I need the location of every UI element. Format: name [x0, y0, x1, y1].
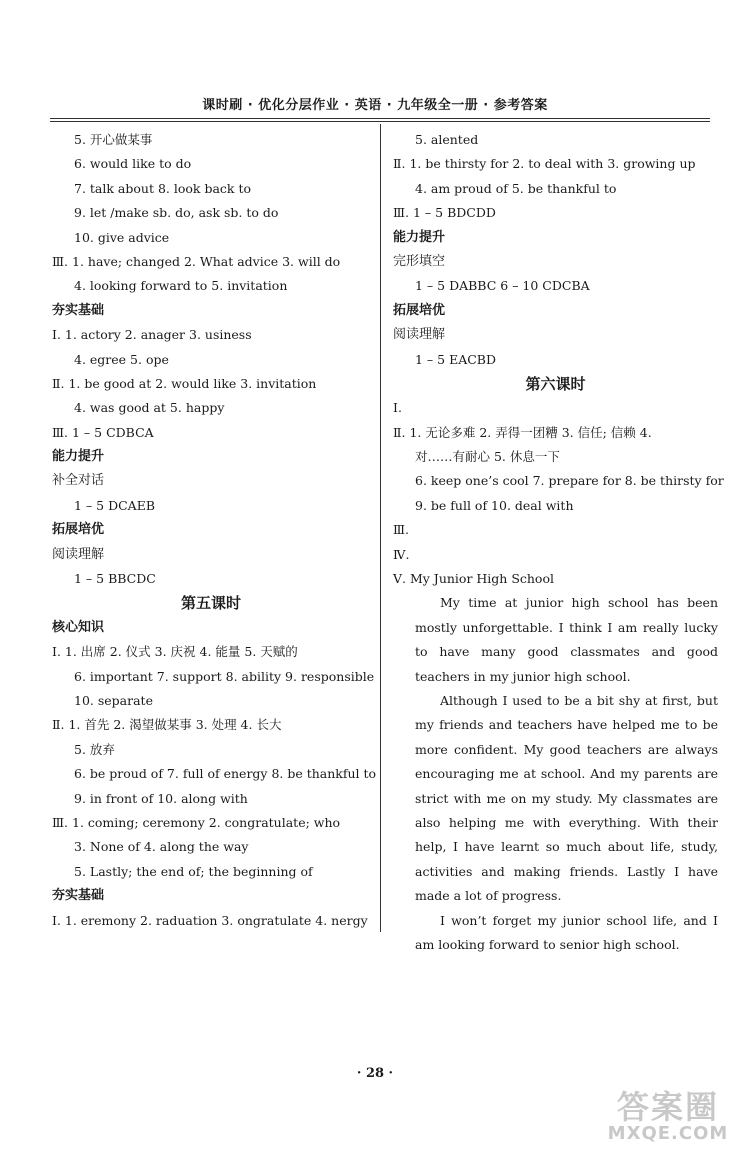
answer-line: 10. give advice [74, 229, 170, 245]
essay-title: Ⅴ. My Junior High School [393, 571, 554, 587]
answer-line: 6. be proud of 7. full of energy 8. be thankful to [74, 766, 377, 782]
section-heading: 拓展培优 [393, 302, 446, 318]
answer-line: 1 – 5 DCAEB [74, 497, 155, 513]
answer-line: 4. looking forward to 5. invitation [74, 278, 288, 294]
essay-paragraph: I won’t forget my junior school life, and I am looking forward to senior high school. [415, 912, 718, 953]
section-heading: 夯实基础 [52, 888, 105, 904]
answer-line: 1 – 5 BBCDC [74, 571, 156, 587]
answer-line: Ⅰ. 1. eremony 2. raduation 3. ongratulate 4. nergy [52, 912, 368, 928]
answer-line: 6. keep one’s cool 7. prepare for 8. be thirsty for [415, 473, 724, 489]
left-column [52, 128, 377, 933]
lesson-title: 第六课时 [525, 374, 586, 393]
answer-line: 10. separate [74, 692, 153, 708]
answer-line: 9. be full of 10. deal with [415, 497, 574, 513]
answer-line: Ⅲ. 1 – 5 BDCDD [393, 205, 496, 221]
answer-line: Ⅳ. [393, 546, 410, 562]
essay-paragraph: My time at junior high school has been mostly unforgettable. I think I am really lucky to have many good classmates and good teachers in my junior high school. [415, 595, 718, 684]
watermark-text-top: 答案圈 [616, 1088, 719, 1126]
answer-line: 3. None of 4. along the way [74, 839, 249, 855]
answer-line: 5. alented [415, 132, 479, 147]
watermark-logo [598, 1090, 738, 1146]
sub-heading: 补全对话 [52, 473, 105, 489]
header-rule-bottom [50, 121, 710, 122]
answer-line: 9. let /make sb. do, ask sb. to do [74, 205, 279, 221]
section-heading: 夯实基础 [52, 302, 105, 318]
answer-line: Ⅱ. 1. 无论多难 2. 弄得一团糟 3. 信任; 信赖 4. [393, 424, 652, 440]
answer-line: 4. am proud of 5. be thankful to [415, 180, 617, 196]
answer-line: Ⅲ. 1 – 5 CDBCA [52, 424, 154, 440]
sub-heading: 阅读理解 [52, 546, 105, 562]
watermark-text-bottom: MXQE.COM [607, 1123, 729, 1144]
essay [393, 591, 718, 957]
answer-line: Ⅲ. [393, 522, 410, 538]
answer-line: 1 – 5 EACBD [415, 351, 496, 367]
page-number: · 28 · [356, 1066, 394, 1081]
lesson-title: 第五课时 [180, 594, 241, 613]
header-rule-top [50, 118, 710, 119]
sub-heading: 完形填空 [393, 253, 446, 269]
answer-line: Ⅱ. 1. 首先 2. 渴望做某事 3. 处理 4. 长大 [52, 717, 282, 733]
answer-line: Ⅲ. 1. coming; ceremony 2. congratulate; who [52, 814, 341, 830]
answer-line: 对……有耐心 5. 休息一下 [415, 449, 560, 465]
essay-paragraph: Although I used to be a bit shy at first, but my friends and teachers have helped me to be more confident. My good teachers are always encouraging me at school. And my parents are strict with me on my study. My classmates are also helping me with everything. With their help, I have learnt so much about life, study, activities and making friends. Lastly I have made a lot of progress. [415, 693, 718, 904]
section-heading: 能力提升 [393, 229, 446, 245]
right-column [393, 128, 724, 958]
answer-line: 5. 开心做某事 [74, 132, 153, 147]
column-divider [380, 124, 381, 932]
answer-line: Ⅰ. 1. actory 2. anager 3. usiness [52, 327, 252, 343]
answer-line: Ⅱ. 1. be thirsty for 2. to deal with 3. growing up [393, 156, 696, 172]
answer-line: Ⅰ. 1. 出席 2. 仪式 3. 庆祝 4. 能量 5. 天赋的 [52, 644, 298, 660]
running-header: 课时刷 · 优化分层作业 · 英语 · 九年级全一册 · 参考答案 [202, 98, 548, 113]
answer-line: 9. in front of 10. along with [74, 790, 248, 806]
answer-line: 4. was good at 5. happy [74, 400, 225, 416]
answer-line: 5. 放弃 [74, 741, 115, 757]
section-heading: 能力提升 [52, 449, 105, 465]
answer-line: 6. important 7. support 8. ability 9. responsible [74, 668, 375, 684]
section-heading: 核心知识 [52, 619, 105, 635]
answer-line: Ⅰ. [393, 400, 402, 416]
answer-line: 1 – 5 DABBC 6 – 10 CDCBA [415, 278, 590, 294]
answer-line: Ⅱ. 1. be good at 2. would like 3. invitation [52, 375, 317, 391]
sub-heading: 阅读理解 [393, 327, 446, 343]
answer-line: 5. Lastly; the end of; the beginning of [74, 863, 313, 879]
section-heading: 拓展培优 [52, 522, 105, 538]
answer-line: Ⅲ. 1. have; changed 2. What advice 3. will do [52, 253, 341, 269]
answer-line: 6. would like to do [74, 156, 192, 172]
answer-line: 4. egree 5. ope [74, 351, 169, 367]
answer-line: 7. talk about 8. look back to [74, 180, 251, 196]
